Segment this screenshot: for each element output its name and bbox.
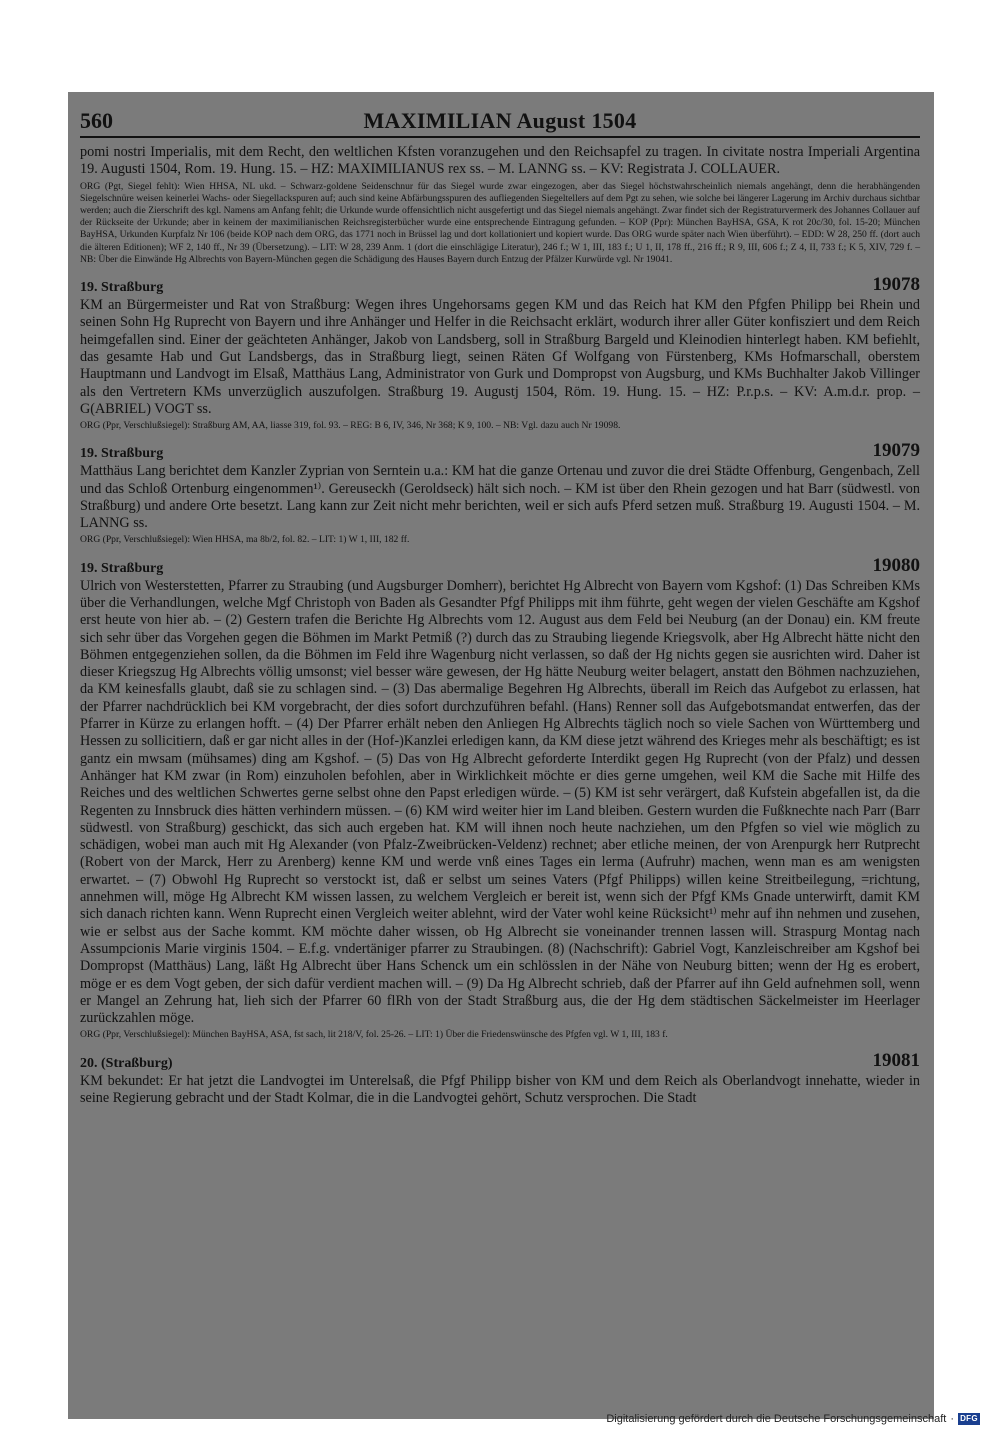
entry-19078 xyxy=(80,276,920,432)
page-content xyxy=(80,108,920,1107)
continuation-block xyxy=(80,144,920,266)
entry-19081 xyxy=(80,1049,920,1108)
entry-note: ORG (Ppr, Verschlußsiegel): Wien HHSA, ma 8b/2, fol. 82. – LIT: 1) W 1, III, 182 ff. xyxy=(80,534,410,546)
entry-number: 19078 xyxy=(872,274,920,296)
entry-number: 19080 xyxy=(872,554,920,576)
entry-date: 20. (Straßburg) xyxy=(80,1055,173,1071)
entry-number: 19079 xyxy=(872,440,920,462)
entry-19080 xyxy=(80,554,920,1042)
page-header xyxy=(80,108,920,138)
entry-date: 19. Straßburg xyxy=(80,280,164,296)
entry-date: 19. Straßburg xyxy=(80,446,164,462)
footer-credit-text: Digitalisierung gefördert durch die Deutsche Forschungsgemeinschaft xyxy=(606,1413,947,1425)
entry-header xyxy=(80,442,920,462)
entry-header xyxy=(80,276,920,296)
footer-credit: Digitalisierung gefördert durch die Deutsche Forschungsgemeinschaft · DFG xyxy=(606,1413,980,1425)
entry-text: Matthäus Lang berichtet dem Kanzler Zyprian von Serntein u.a.: KM hat die ganze Ortenau und zuvor die drei Städte Offenburg, Gengenbach, Zell und das Schloß Ortenburg eingenommen¹⁾. Gereuseckh (Geroldseck) hält sich noch. – KM ist über den Rhein gezogen und hat Barr (südwestl. von Straßburg) und andere Orte besetzt. Lang kann zur Zeit nicht mehr berichten, weil er sich aufs Pferd setzen muß. Straßburg 19. Augusti 1504. – M. LANNG ss. xyxy=(80,463,920,532)
entry-date: 19. Straßburg xyxy=(80,560,164,576)
entry-header xyxy=(80,1049,920,1072)
entry-19079 xyxy=(80,442,920,546)
entry-text: KM bekundet: Er hat jetzt die Landvogtei im Unterelsaß, die Pfgf Philipp bisher von KM und dem Reich als Oberlandvogt innehatte, wieder in seine Regierung gebracht und der Stadt Kolmar, die in die Landvogtei gehört, Schutz versprochen. Die Stadt xyxy=(80,1072,920,1106)
entry-text: KM an Bürgermeister und Rat von Straßburg: Wegen ihres Ungehorsams gegen KM und das Reich hat KM den Pfgfen Philipp bei Rhein und seinen Sohn Hg Ruprecht von Bayern und ihre Anhänger und Helfer in die Reichsacht erklärt, wodurch ihrer aller Güter konfisziert und dem Reich heimgefallen sind. Einer der geächteten Anhänger, Jakob von Landsberg, soll in Straßburg Bargeld und Kleinodien hinterlegt haben. KM befiehlt, das gesamte Hab und Gut Landsbergs, das in Straßburg liegt, seinen Räten Gf Wolfgang von Fürstenberg, KMs Hofmarschall, oberstem Hauptmann und Landvogt im Elsaß, Matthäus Lang, Administrator von Gurk und Dompropst von Augsburg, und KMs Buchhalter Jakob Villinger als den Vertretern KMs unverzüglich auszufolgen. Straßburg 19. Augustj 1504, Röm. 19. Hung. 15. – HZ: P.r.p.s. – KV: A.m.d.r. prop. – G(ABRIEL) VOGT ss. xyxy=(80,297,920,417)
continuation-text: pomi nostri Imperialis, mit dem Recht, den weltlichen Kfsten voranzugehen und den Reichsapfel zu tragen. In civitate nostra Imperiali Argentina 19. Augusti 1504, Rom. 19. Hung. 15. – HZ: MAXIMILIANUS rex ss. – M. LANNG ss. – KV: Registrata J. COLLAUER. xyxy=(80,144,920,178)
dfg-logo-icon: DFG xyxy=(958,1413,980,1425)
entry-number: 19081 xyxy=(872,1049,920,1071)
running-head: MAXIMILIAN August 1504 xyxy=(363,108,637,133)
entry-note: ORG (Ppr, Verschlußsiegel): München BayHSA, ASA, fst sach, lit 218/V, fol. 25-26. – LIT: 1) Über die Friedenswünsche des Pfgfen vgl. W 1, III, 183 f. xyxy=(80,1029,668,1041)
page-number: 560 xyxy=(80,108,113,133)
entry-text: Ulrich von Westerstetten, Pfarrer zu Straubing (und Augsburger Domherr), berichtet Hg Albrecht von Bayern vom Kgshof: (1) Das Schreiben KMs über die Verhandlungen, welche Mgf Christoph von Baden als Gesandter Pfgf Philipps mit ihm führte, geht wegen der vielen Geschäfte am Kgshof erst heute von hier ab. – (2) Gestern trafen die Berichte Hg Albrechts vom 12. August aus dem Feld bei Neuburg (an der Donau) ein. KM freute sich sehr über das Vorgehen gegen die Böhmen im Markt Petmiß (?) durch das zu Straubing liegende Kriegsvolk, aber Hg Albrecht hätte nicht den Böhmen entgegenziehen sollen, da die Böhmen im Feld ihre Wagenburg nicht verlassen, so daß der Hg nichts gegen sie ausrichten wird. Daher ist dieser Kriegszug Hg Albrechts völlig umsonst; viel besser wäre gewesen, der Hg hätte Neuburg weiter belagert, anstatt den Böhmen nachzuziehen, da KM keinesfalls glaubt, daß sie zu schlagen sind. – (3) Das abermalige Begehren Hg Albrechts, überall im Reich das Aufgebot zu erlassen, hat der Pfarrer nachdrücklich bei KM vorgebracht, der dies sofort durchzuführen befahl. (Hans) Renner soll das Aufgebotsmandat entwerfen, das der Pfarrer in Kürze zu erlangen hofft. – (4) Der Pfarrer erhält neben den Anliegen Hg Albrechts täglich noch so viele Sachen von Württemberg und Hessen zu sollicitiern, daß er gar nicht alles in der (Hof-)Kanzlei erledigen kann, da KM diese jetzt während des Krieges mehr als beschäftigt; es ist gantz ein mwsam (mühsames) ding am Kgshof. – (5) Das von Hg Albrecht geforderte Interdikt gegen Hg Ruprecht (von der Pfalz) und dessen Anhänger hat KM zwar (in Rom) einzuholen befohlen, aber in Wirklichkeit möchte er dies gerne umgehen, weil KM die Sache mit Hilfe des Reiches und des weltlichen Schwertes gerne selbst ohne den Papst erledigen würde. – (5) KM ist sehr verärgert, daß Kufstein abgefallen ist, da die Regenten zu Innsbruck dies hätten verhindern müssen. – (6) KM wird weiter hier im Land bleiben. Gestern wurden die Fußknechte nach Parr (Barr südwestl. von Straßburg) geschickt, das sich auch ergeben hat. KM will ihnen noch heute nachziehen, um den Pfgfen so viel wie möglich zu schädigen, wobei man auch mit Hg Alexander (von Pfalz-Zweibrücken-Veldenz) rechnet; aber etliche meinen, der von Arenpurgk herr Rutprecht (Robert von der Marck, Herr zu Arenberg) kenne KM und werde vnß eines Tages ein lerma (Aufruhr) machen, wenn man es am wenigsten erwartet. – (7) Obwohl Hg Ruprecht so verstockt ist, daß er selbst um seines Vaters (Pfgf Philipps) willen keine Streitbeilegung, =richtung, annehmen will, möge Hg Albrecht KM wissen lassen, zu welchem Vergleich er bereit ist, wenn sich der Pfgf KMs Gnade unterwirft, damit KM sich danach richten kann. Wenn Ruprecht einen Vergleich weiter ablehnt, wird der Vater wohl keine Rücksicht¹⁾ mehr auf ihn nehmen und zusehen, wie er selbst aus der Sache kommt. KM möchte daher wissen, ob Hg Albrecht sie voneinander trennen lassen will. Straspurg Montag nach Assumpcionis Marie virginis 1504. – E.f.g. vndertäniger pfarrer zu Straubingen. (8) (Nachschrift): Gabriel Vogt, Kanzleischreiber am Kgshof bei Dompropst (Matthäus) Lang, läßt Hg Albrecht über Hans Schenck um ein schlösslen in der Nähe von Neuburg bitten; wenn der Hg es erobert, möge er es dem Vogt geben, der sich dafür verdient machen will. – (9) Da Hg Albrecht schrieb, daß der Pfarrer auf ihn Geld aufnehmen soll, wenn er Mangel an Zehrung hat, lieh sich der Pfarrer 60 flRh von der Stadt Straßburg aus, die der Hg dem städtischen Säckelmeister im Heerlager zurückzahlen möge. xyxy=(80,577,920,1027)
entry-header xyxy=(80,554,920,577)
entry-note: ORG (Ppr, Verschlußsiegel): Straßburg AM, AA, liasse 319, fol. 93. – REG: B 6, IV, 346, Nr 368; K 9, 100. – NB: Vgl. dazu auch Nr 19098. xyxy=(80,420,621,432)
continuation-note: ORG (Pgt, Siegel fehlt): Wien HHSA, NL ukd. – Schwarz-goldene Seidenschnur für das Siegel wurde zwar eingezogen, aber das Siegel höchstwahrscheinlich niemals angehängt, denn die herabhängenden Siegelschnüre weisen keinerlei Wachs- oder Siegellackspuren auf; auch sind keine Abfärbungsspuren des aufliegenden Siegeltellers auf dem Pgt zu sehen, wie solche bei längerer Lagerung im Archiv durchaus sichtbar werden; auch die Zierschrift des kgl. Namens am Anfang fehlt; die Urkunde wurde offensichtlich nicht ausgefertigt und das Siegel niemals angehängt. Zwar findet sich der Registraturvermerk des Johannes Collauer auf der Rückseite der Urkunde; aber in keinem der maximilianischen Reichsregisterbücher wurde eine entsprechende Eintragung gefunden. – KOP (Ppr): München BayHSA, GSA, K rot 20c/30, fol. 15-20; München BayHSA, Urkunden Kurpfalz Nr 106 (beide KOP nach dem ORG, das 1771 noch in Brüssel lag und dort kollationiert und kopiert wurde. Das ORG wurde später nach Wien überführt). – EDD: W 28, 250 ff. (dort auch die älteren Editionen); WF 2, 140 ff., Nr 39 (Übersetzung). – LIT: W 28, 239 Anm. 1 (dort die einschlägige Literatur), 246 f.; W 1, III, 183 f.; U 1, II, 178 ff., 216 ff.; R 9, III, 606 f.; Z 4, II, 733 f.; K 5, XIV, 729 f. – NB: Über die Einwände Hg Albrechts von Bayern-München gegen die Schädigung des Hauses Bayern durch Entzug der Pfälzer Kurwürde vgl. Nr 19041. xyxy=(80,180,920,265)
